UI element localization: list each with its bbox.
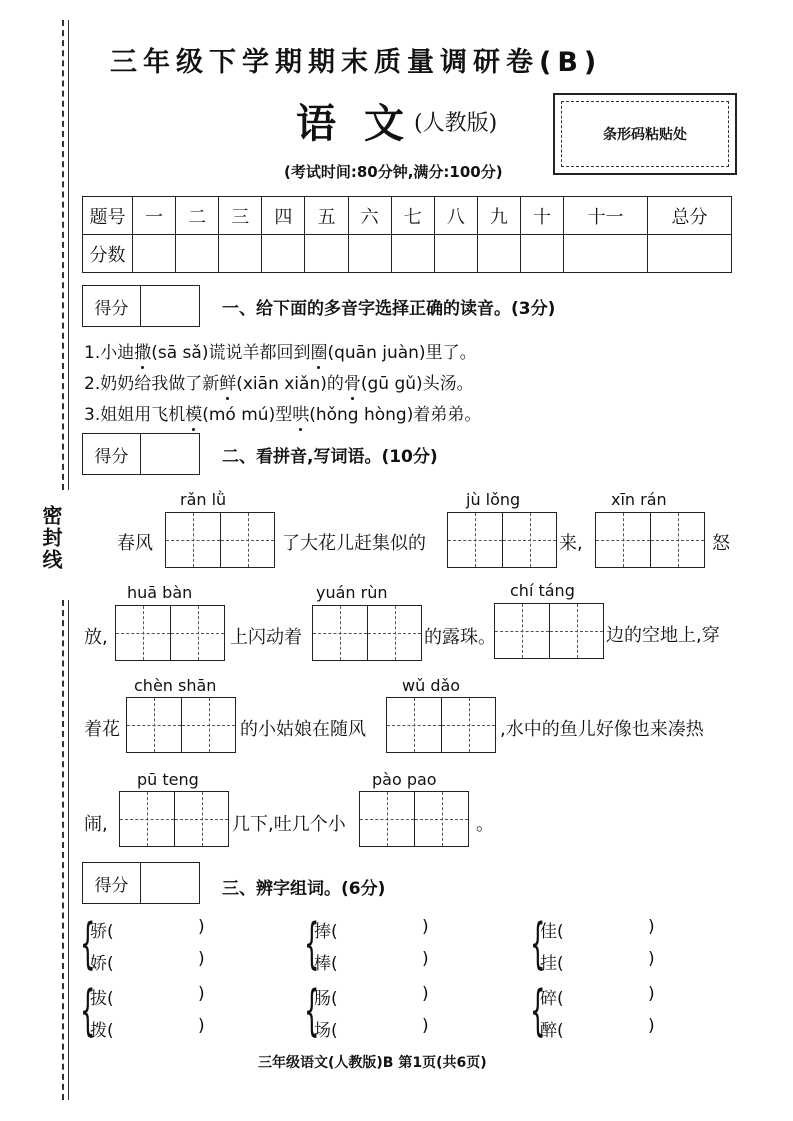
score-box-blank[interactable] bbox=[141, 286, 199, 326]
text-nu: 怒 bbox=[712, 533, 730, 554]
score-header-cell: 八 bbox=[434, 197, 477, 235]
q1-text-a: 1.小迪 bbox=[84, 343, 135, 363]
close-paren: ) bbox=[198, 984, 205, 1004]
char-item: 拔( bbox=[90, 989, 114, 1009]
section3-title: 三、辨字组词。(6分) bbox=[222, 879, 386, 899]
char-item: 佳( bbox=[540, 922, 564, 942]
text-line3-end: ,水中的鱼儿好像也来凑热 bbox=[500, 719, 704, 740]
subject-title: 语文 bbox=[296, 100, 432, 147]
score-box-label: 得分 bbox=[83, 286, 141, 326]
char-item: 骄( bbox=[90, 922, 114, 942]
brace: { bbox=[530, 912, 546, 975]
q2-text-c: (gū gǔ)头汤。 bbox=[360, 374, 474, 394]
subject-edition: (人教版) bbox=[414, 111, 498, 136]
score-header-cell: 题号 bbox=[83, 197, 133, 235]
section1-question-3 bbox=[84, 400, 481, 425]
q3-text-b: (mó mú)型 bbox=[202, 405, 293, 425]
barcode-label: 条形码粘贴处 bbox=[561, 101, 729, 167]
pinyin-pu-teng: pū teng bbox=[137, 770, 199, 789]
score-table bbox=[82, 196, 732, 273]
brace: { bbox=[80, 912, 96, 975]
score-row-label: 分数 bbox=[83, 235, 133, 273]
score-cell[interactable] bbox=[477, 235, 520, 273]
exam-info: (考试时间:80分钟,满分:100分) bbox=[284, 163, 503, 181]
pinyin-hua-ban: huā bàn bbox=[127, 583, 193, 602]
score-table-header-row bbox=[83, 197, 732, 235]
writing-grid-xin-ran[interactable] bbox=[595, 512, 705, 568]
score-box-section1 bbox=[82, 285, 200, 327]
close-paren: ) bbox=[648, 984, 655, 1004]
section2-title: 二、看拼音,写词语。(10分) bbox=[222, 447, 438, 467]
pinyin-chen-shan: chèn shān bbox=[134, 676, 217, 695]
writing-grid-hua-ban[interactable] bbox=[115, 605, 225, 661]
score-header-cell: 三 bbox=[219, 197, 262, 235]
pinyin-ran-lu: rǎn lǜ bbox=[180, 490, 227, 509]
q3-text-c: (hǒng hòng)着弟弟。 bbox=[309, 405, 482, 425]
close-paren: ) bbox=[422, 1016, 429, 1036]
text-jixia: 几下,吐几个小 bbox=[232, 814, 346, 835]
char-pair-5[interactable] bbox=[304, 979, 454, 1046]
score-table-score-row bbox=[83, 235, 732, 273]
text-period: 。 bbox=[476, 814, 494, 835]
brace: { bbox=[304, 979, 320, 1042]
brace: { bbox=[80, 979, 96, 1042]
text-lai: 来, bbox=[559, 533, 583, 554]
char-item: 棒( bbox=[314, 954, 338, 974]
score-header-cell: 九 bbox=[477, 197, 520, 235]
text-zhuohua: 着花 bbox=[84, 719, 120, 740]
q2-dotted-char: 鲜 bbox=[219, 369, 236, 394]
score-box-blank[interactable] bbox=[141, 434, 199, 474]
q2-text-b: (xiān xiǎn)的 bbox=[236, 374, 344, 394]
score-header-cell: 四 bbox=[262, 197, 305, 235]
q2-text-a: 2.奶奶给我做了新 bbox=[84, 374, 220, 394]
char-pair-4[interactable] bbox=[80, 979, 230, 1046]
score-header-cell: 五 bbox=[305, 197, 348, 235]
score-cell[interactable] bbox=[520, 235, 563, 273]
score-cell[interactable] bbox=[648, 235, 732, 273]
close-paren: ) bbox=[422, 917, 429, 937]
score-cell[interactable] bbox=[348, 235, 391, 273]
score-header-cell: 一 bbox=[133, 197, 176, 235]
close-paren: ) bbox=[648, 1016, 655, 1036]
q1-text-c: (quān juàn)里了。 bbox=[327, 343, 477, 363]
q1-dotted-char-2: 圈 bbox=[310, 338, 327, 363]
page-footer: 三年级语文(人教版)B 第1页(共6页) bbox=[258, 1055, 487, 1071]
q1-dotted-char: 撒 bbox=[134, 338, 151, 363]
text-nao: 闹, bbox=[84, 814, 108, 835]
score-cell[interactable] bbox=[391, 235, 434, 273]
char-item: 场( bbox=[314, 1021, 338, 1041]
score-header-cell: 二 bbox=[176, 197, 219, 235]
char-item: 拨( bbox=[90, 1021, 114, 1041]
section1-question-1 bbox=[84, 338, 477, 363]
pinyin-pao-pao: pào pao bbox=[372, 770, 437, 789]
score-header-cell: 十一 bbox=[564, 197, 648, 235]
binding-solid-line-top bbox=[68, 20, 69, 490]
text-luzhu: 的露珠。 bbox=[424, 627, 496, 648]
close-paren: ) bbox=[198, 1016, 205, 1036]
writing-grid-pu-teng[interactable] bbox=[119, 791, 229, 847]
score-cell[interactable] bbox=[219, 235, 262, 273]
section1-title: 一、给下面的多音字选择正确的读音。(3分) bbox=[222, 299, 556, 319]
writing-grid-chi-tang[interactable] bbox=[494, 603, 604, 659]
q3-dotted-char-2: 哄 bbox=[292, 400, 309, 425]
text-chunfeng: 春风 bbox=[117, 533, 153, 554]
brace: { bbox=[530, 979, 546, 1042]
exam-title: 三年级下学期期末质量调研卷(B) bbox=[110, 47, 603, 78]
char-item: 碎( bbox=[540, 989, 564, 1009]
text-shangshan: 上闪动着 bbox=[230, 627, 302, 648]
char-pair-3[interactable] bbox=[530, 912, 680, 979]
score-box-blank[interactable] bbox=[141, 863, 199, 903]
char-pair-2[interactable] bbox=[304, 912, 454, 979]
char-item: 娇( bbox=[90, 954, 114, 974]
binding-label: 密封线 bbox=[39, 505, 63, 571]
section1-question-2 bbox=[84, 369, 474, 394]
score-cell[interactable] bbox=[305, 235, 348, 273]
score-box-section3 bbox=[82, 862, 200, 904]
close-paren: ) bbox=[422, 949, 429, 969]
q3-text-a: 3.姐姐用飞机 bbox=[84, 405, 186, 425]
pinyin-wu-dao: wǔ dǎo bbox=[402, 676, 461, 695]
close-paren: ) bbox=[198, 949, 205, 969]
score-header-cell: 总分 bbox=[648, 197, 732, 235]
writing-grid-pao-pao[interactable] bbox=[359, 791, 469, 847]
char-item: 肠( bbox=[314, 989, 338, 1009]
brace: { bbox=[304, 912, 320, 975]
q3-dotted-char: 模 bbox=[185, 400, 202, 425]
pinyin-xin-ran: xīn rán bbox=[611, 490, 667, 509]
pinyin-ju-long: jù lǒng bbox=[466, 490, 521, 509]
close-paren: ) bbox=[648, 917, 655, 937]
score-cell[interactable] bbox=[262, 235, 305, 273]
score-cell[interactable] bbox=[176, 235, 219, 273]
score-box-label: 得分 bbox=[83, 434, 141, 474]
score-header-cell: 十 bbox=[520, 197, 563, 235]
q2-dotted-char-2: 骨 bbox=[344, 369, 361, 394]
text-line1-mid: 了大花儿赶集似的 bbox=[282, 533, 426, 554]
score-cell[interactable] bbox=[133, 235, 176, 273]
writing-grid-chen-shan[interactable] bbox=[126, 697, 236, 753]
writing-grid-wu-dao[interactable] bbox=[386, 697, 496, 753]
score-cell[interactable] bbox=[434, 235, 477, 273]
binding-dashed-line-top bbox=[62, 20, 64, 490]
pinyin-chi-tang: chí táng bbox=[510, 581, 575, 600]
char-item: 捧( bbox=[314, 922, 338, 942]
writing-grid-ju-long[interactable] bbox=[447, 512, 557, 568]
barcode-box bbox=[553, 93, 737, 175]
close-paren: ) bbox=[648, 949, 655, 969]
score-box-label: 得分 bbox=[83, 863, 141, 903]
q1-text-b: (sā sǎ)谎说羊都回到 bbox=[151, 343, 311, 363]
text-fang: 放, bbox=[84, 627, 108, 648]
close-paren: ) bbox=[198, 917, 205, 937]
text-xiaoguniang: 的小姑娘在随风 bbox=[240, 719, 366, 740]
writing-grid-ran-lu[interactable] bbox=[165, 512, 275, 568]
score-cell[interactable] bbox=[564, 235, 648, 273]
binding-solid-line-bottom bbox=[68, 600, 69, 1100]
char-pair-1[interactable] bbox=[80, 912, 230, 979]
writing-grid-yuan-run[interactable] bbox=[312, 605, 422, 661]
binding-dashed-line-bottom bbox=[62, 600, 64, 1100]
text-line2-end: 边的空地上,穿 bbox=[606, 625, 720, 646]
char-pair-6[interactable] bbox=[530, 979, 680, 1046]
close-paren: ) bbox=[422, 984, 429, 1004]
char-item: 挂( bbox=[540, 954, 564, 974]
pinyin-yuan-run: yuán rùn bbox=[316, 583, 388, 602]
char-item: 醉( bbox=[540, 1021, 564, 1041]
score-header-cell: 七 bbox=[391, 197, 434, 235]
score-box-section2 bbox=[82, 433, 200, 475]
score-header-cell: 六 bbox=[348, 197, 391, 235]
